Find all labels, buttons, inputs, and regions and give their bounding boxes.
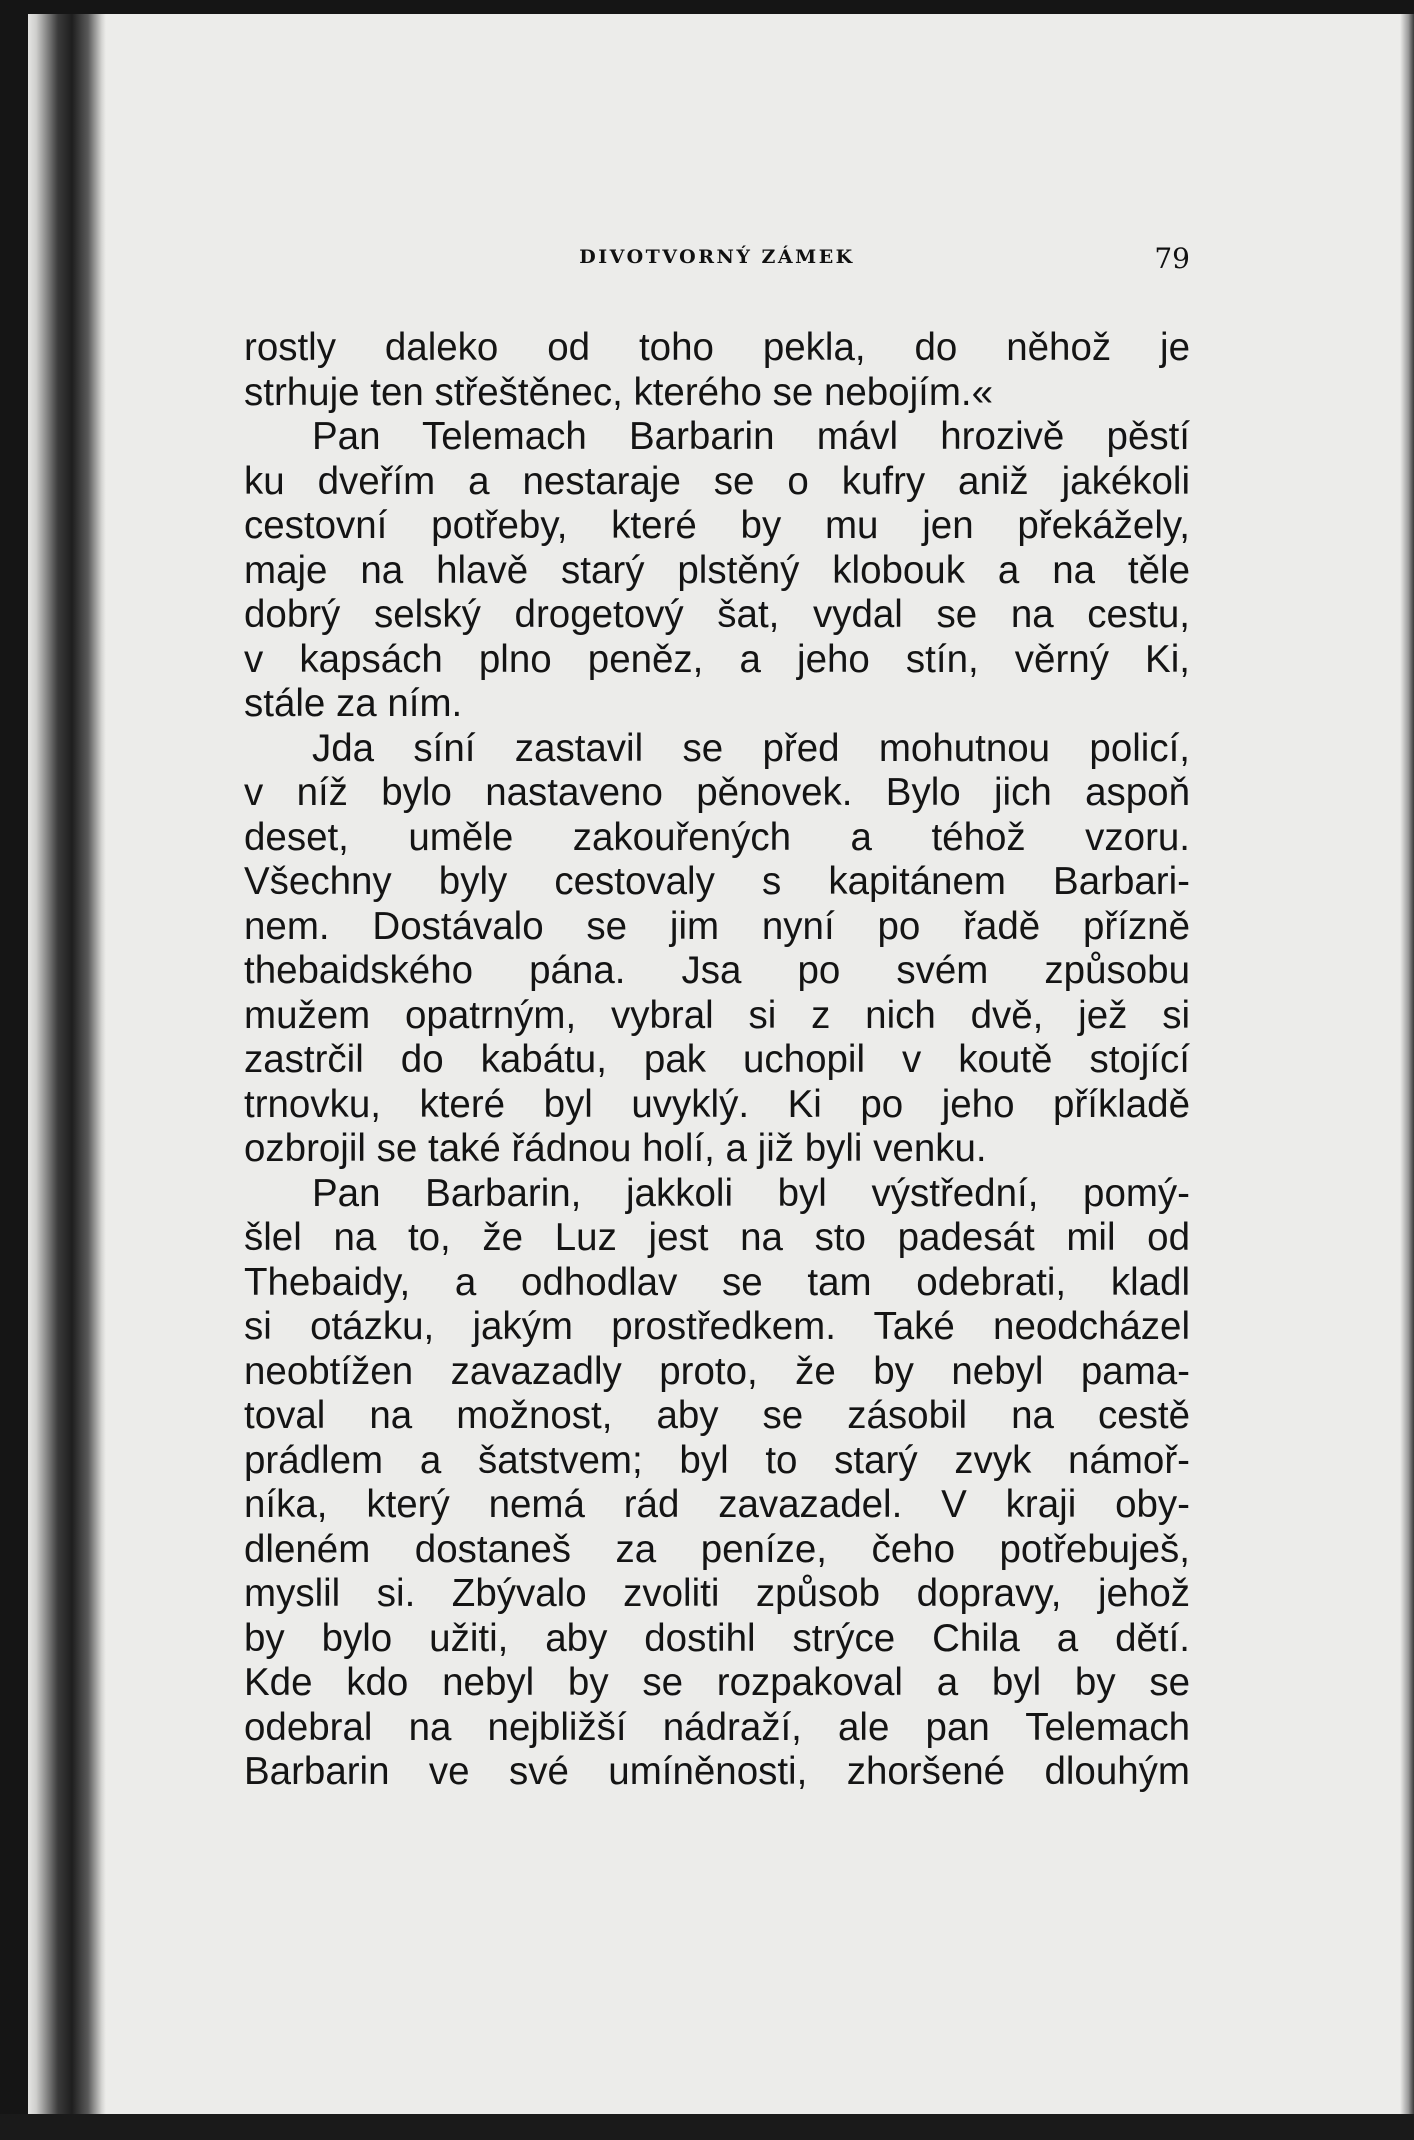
text-line: Pan Barbarin, jakkoli byl výstřední, pomý- <box>312 1171 1190 1215</box>
text-line: ozbrojil se také řádnou holí, a již byli venku. <box>244 1127 987 1170</box>
text-line: Všechny byly cestovaly s kapitánem Barbari- <box>244 860 1190 903</box>
text-line: šlel na to, že Luz jest na sto padesát mil od <box>244 1216 1190 1259</box>
page-number: 79 <box>1154 242 1190 275</box>
scan-bottom-border <box>0 2114 1414 2140</box>
text-line: Jda síní zastavil se před mohutnou policí, <box>312 726 1190 770</box>
text-line: mužem opatrným, vybral si z nich dvě, jež si <box>244 993 1190 1037</box>
text-line: myslil si. Zbývalo zvoliti způsob dopravy, jehož <box>244 1572 1190 1615</box>
body-text <box>244 326 1190 1795</box>
text-line: si otázku, jakým prostředkem. Také neodcházel <box>244 1305 1190 1348</box>
text-line: dobrý selský drogetový šat, vydal se na cestu, <box>244 593 1190 636</box>
text-line: toval na možnost, aby se zásobil na cestě <box>244 1394 1190 1437</box>
running-title: DIVOTVORNÝ ZÁMEK <box>579 246 855 268</box>
text-line: rostly daleko od toho pekla, do něhož je <box>244 326 1190 369</box>
text-line: níka, který nemá rád zavazadel. V kraji oby- <box>244 1483 1190 1526</box>
text-line: Kde kdo nebyl by se rozpakoval a byl by se <box>244 1661 1190 1704</box>
text-line: dleném dostaneš za peníze, čeho potřebuješ, <box>244 1527 1190 1571</box>
text-line: maje na hlavě starý plstěný klobouk a na těle <box>244 548 1190 592</box>
text-line: Barbarin ve své umíněnosti, zhoršené dlouhým <box>244 1750 1190 1793</box>
text-line: odebral na nejbližší nádraží, ale pan Telemach <box>244 1705 1190 1749</box>
text-line: prádlem a šatstvem; byl to starý zvyk námoř- <box>244 1438 1190 1482</box>
text-line: v níž bylo nastaveno pěnovek. Bylo jich aspoň <box>244 771 1190 814</box>
text-line: strhuje ten střeštěnec, kterého se nebojím.« <box>244 370 994 414</box>
page-right-edge <box>1400 14 1414 2114</box>
text-line: Pan Telemach Barbarin mávl hrozivě pěstí <box>312 415 1190 458</box>
text-line: Thebaidy, a odhodlav se tam odebrati, kladl <box>244 1260 1190 1304</box>
text-line: by bylo užiti, aby dostihl strýce Chila a dětí. <box>244 1616 1190 1660</box>
text-line: trnovku, které byl uvyklý. Ki po jeho příkladě <box>244 1082 1190 1126</box>
book-gutter-shadow <box>28 14 106 2114</box>
text-line: zastrčil do kabátu, pak uchopil v koutě stojící <box>244 1038 1190 1081</box>
text-line: nem. Dostávalo se jim nyní po řadě přízně <box>244 904 1190 948</box>
text-line: neobtížen zavazadly proto, že by nebyl pama- <box>244 1349 1190 1393</box>
text-line: ku dveřím a nestaraje se o kufry aniž jakékoli <box>244 459 1190 503</box>
text-line: deset, uměle zakouřených a téhož vzoru. <box>244 815 1190 859</box>
text-line: v kapsách plno peněz, a jeho stín, věrný Ki, <box>244 637 1190 681</box>
page-header <box>244 242 1190 282</box>
text-line: stále za ním. <box>244 682 463 725</box>
text-line: cestovní potřeby, které by mu jen překážely, <box>244 504 1190 547</box>
text-line: thebaidského pána. Jsa po svém způsobu <box>244 949 1190 992</box>
